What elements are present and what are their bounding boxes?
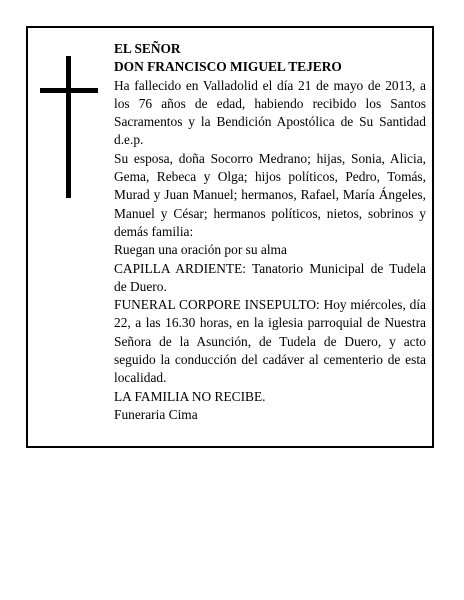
- obituary-notice: [26, 26, 434, 448]
- no-receiving-notice: LA FAMILIA NO RECIBE.: [114, 388, 266, 404]
- cross-vertical-bar: [66, 56, 71, 198]
- obituary-text: [114, 40, 426, 424]
- family-list: Su esposa, doña Socorro Medrano; hijas, Sonia, Alicia, Gema, Rebeca y Olga; hijos políticos, Pedro, Tomás, Murad y Juan Manuel; hermanos, Rafael, María Ángeles, Manuel y César; hermanos políticos, nietos, sobrinos y demás familia:: [114, 150, 426, 239]
- title-line-1: EL SEÑOR: [114, 41, 181, 56]
- funeral-home: Funeraria Cima: [114, 406, 198, 422]
- latin-cross-icon: [40, 56, 100, 198]
- cross-horizontal-bar: [40, 88, 98, 93]
- deceased-name: DON FRANCISCO MIGUEL TEJERO: [114, 59, 342, 75]
- funeral-info: FUNERAL CORPORE INSEPULTO: Hoy miércoles, día 22, a las 16.30 horas, en la iglesia parroquial de Nuestra Señora de la Asunción, de Tudela de Duero, y acto seguido la conducción del cadáver al cementerio de esta localidad.: [114, 297, 426, 386]
- death-announcement: Ha fallecido en Valladolid el día 21 de mayo de 2013, a los 76 años de edad, habiendo recibido los Santos Sacramentos y la Bendición Apostólica de Su Santidad d.e.p.: [114, 77, 426, 148]
- prayer-request: Ruegan una oración por su alma: [114, 242, 287, 258]
- chapel-info: CAPILLA ARDIENTE: Tanatorio Municipal de Tudela de Duero.: [114, 260, 426, 294]
